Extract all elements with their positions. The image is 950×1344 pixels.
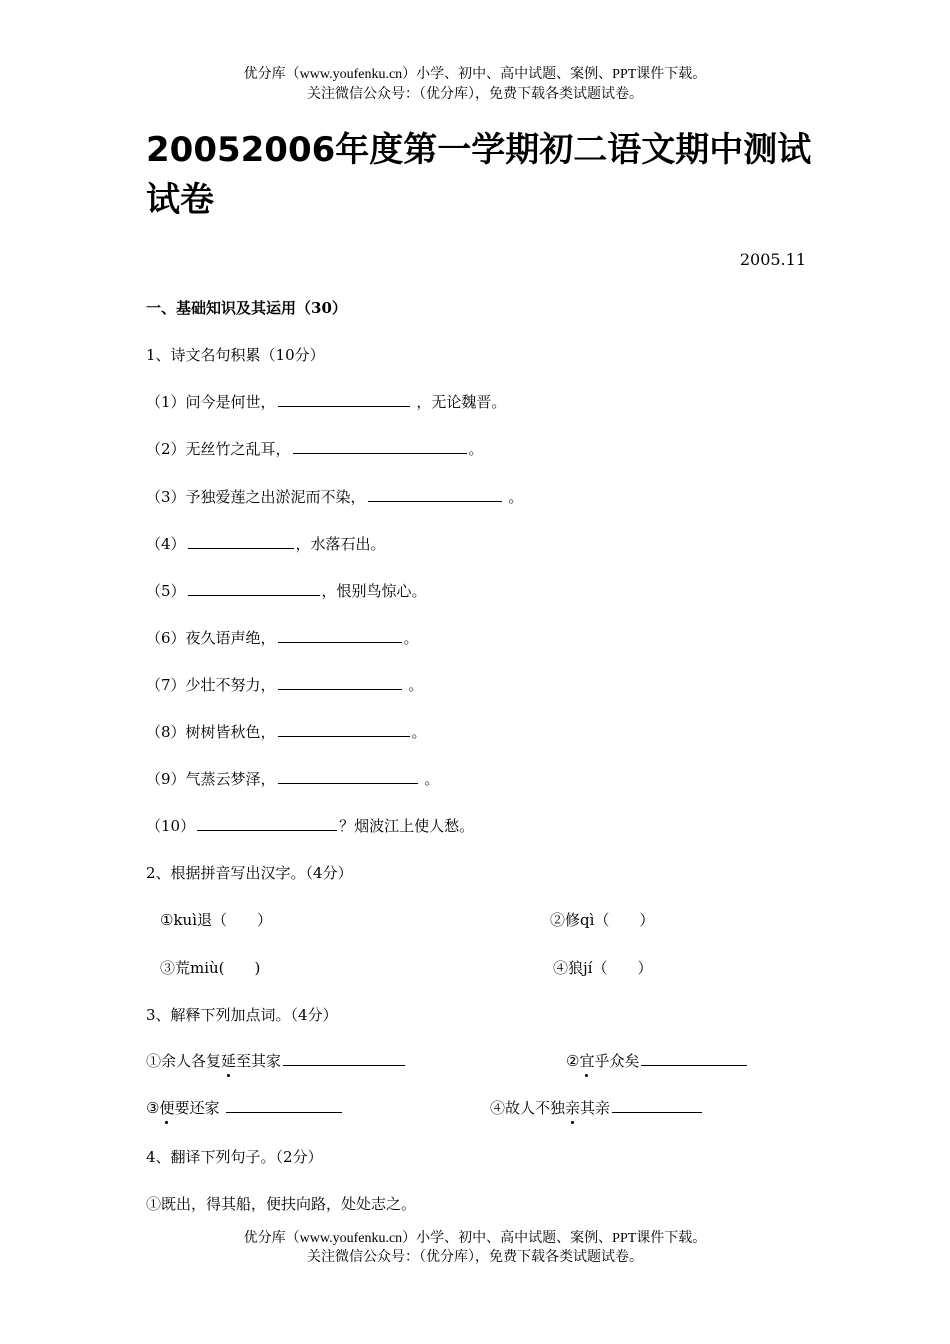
q3-item-1 — [146, 1050, 407, 1071]
q3-item-1-tail: 至其家 — [236, 1052, 282, 1070]
q1-item-7-text: （7）少壮不努力， — [146, 676, 276, 694]
page-title-line-1: 20052006年度第一学期初二语文期中测试 — [146, 130, 812, 170]
dotted-word: 宜 — [579, 1052, 595, 1070]
answer-blank[interactable] — [278, 722, 410, 737]
page-title-line-2: 试卷 — [146, 180, 214, 220]
answer-blank[interactable] — [612, 1098, 702, 1113]
question-1-heading: 1、诗文名句积累（10分） — [146, 346, 325, 364]
q3-item-4 — [490, 1097, 704, 1118]
q1-item-3 — [146, 486, 523, 507]
q1-item-7 — [146, 674, 423, 695]
q3-item-2-tail: 乎众矣 — [594, 1052, 640, 1070]
question-4-heading: 4、翻译下列句子。（2分） — [146, 1148, 323, 1166]
q3-item-4-tail: 其亲 — [580, 1099, 611, 1117]
q1-item-3-text: （3）予独爱莲之出淤泥而不染， — [146, 488, 366, 506]
answer-blank[interactable] — [368, 487, 502, 502]
q4-item-1: ①既出，得其船，便扶向路，处处志之。 — [146, 1195, 417, 1213]
header-line-1: 优分库（www.youfenku.cn）小学、初中、高中试题、案例、PPT课件下载。 — [243, 67, 707, 82]
q3-item-3 — [146, 1097, 344, 1118]
q3-item-2 — [566, 1050, 749, 1071]
answer-blank[interactable] — [188, 534, 294, 549]
q1-item-6-text: （6）夜久语声绝， — [146, 629, 276, 647]
q1-item-6 — [146, 627, 419, 648]
answer-blank[interactable] — [641, 1051, 747, 1066]
q1-item-3-tail: 。 — [503, 488, 524, 506]
answer-blank[interactable] — [278, 675, 402, 690]
q1-item-2-text: （2）无丝竹之乱耳， — [146, 440, 291, 458]
q1-item-8 — [146, 721, 427, 742]
q1-item-10 — [146, 815, 474, 836]
q2-item-4: ④狼jí（ ） — [553, 959, 653, 977]
answer-blank[interactable] — [226, 1098, 342, 1113]
exam-date: 2005.11 — [739, 250, 806, 269]
answer-blank[interactable] — [278, 392, 410, 407]
q3-item-3-text: ③ — [146, 1099, 160, 1117]
question-2-heading: 2、根据拼音写出汉字。（4分） — [146, 864, 353, 882]
q1-item-10-text: （10） — [146, 817, 196, 835]
q2-item-2: ②修qì（ ） — [550, 911, 655, 929]
question-3-heading: 3、解释下列加点词。（4分） — [146, 1006, 338, 1024]
header-line-2: 关注微信公众号：（优分库），免费下载各类试题试卷。 — [307, 87, 643, 102]
q1-item-4 — [146, 533, 386, 554]
q2-item-1: ①kuì退（ ） — [160, 911, 272, 929]
q1-item-9-text: （9）气蒸云梦泽， — [146, 770, 276, 788]
q1-item-8-tail: 。 — [411, 723, 427, 741]
answer-blank[interactable] — [197, 816, 337, 831]
q1-item-7-tail: 。 — [403, 676, 424, 694]
answer-blank[interactable] — [283, 1051, 405, 1066]
q1-item-5 — [146, 580, 427, 601]
q1-item-4-text: （4） — [146, 535, 186, 553]
q3-item-3-tail: 要还家 — [174, 1099, 225, 1117]
section-heading-1: 一、基础知识及其运用（30） — [146, 299, 347, 317]
q1-item-10-tail: ？烟波江上使人愁。 — [339, 817, 475, 835]
q1-item-5-text: （5） — [146, 582, 186, 600]
q3-item-4-text: ④故人不独 — [490, 1099, 566, 1117]
q1-item-5-tail: ，恨别鸟惊心。 — [321, 582, 427, 600]
dotted-word: 延 — [221, 1052, 237, 1070]
q1-item-1 — [146, 391, 506, 412]
dotted-word: 便 — [159, 1099, 175, 1117]
q1-item-9-tail: 。 — [419, 770, 440, 788]
q1-item-4-tail: ，水落石出。 — [295, 535, 386, 553]
q3-item-1-text: ①余人各复 — [146, 1052, 222, 1070]
q1-item-8-text: （8）树树皆秋色， — [146, 723, 276, 741]
q1-item-2 — [146, 438, 484, 459]
q1-item-1-text: （1）问今是何世， — [146, 393, 276, 411]
dotted-word: 亲 — [565, 1099, 581, 1117]
q1-item-9 — [146, 768, 439, 789]
q1-item-1-tail: ，无论魏晋。 — [411, 393, 507, 411]
answer-blank[interactable] — [278, 628, 402, 643]
answer-blank[interactable] — [278, 769, 418, 784]
footer-line-2: 关注微信公众号：（优分库），免费下载各类试题试卷。 — [307, 1250, 643, 1265]
answer-blank[interactable] — [188, 581, 320, 596]
q3-item-2-text: ② — [566, 1052, 580, 1070]
answer-blank[interactable] — [293, 439, 467, 454]
footer-line-1: 优分库（www.youfenku.cn）小学、初中、高中试题、案例、PPT课件下载。 — [243, 1231, 707, 1246]
q1-item-6-tail: 。 — [403, 629, 419, 647]
q2-item-3: ③荒miù( ) — [160, 959, 261, 977]
q1-item-2-tail: 。 — [468, 440, 484, 458]
